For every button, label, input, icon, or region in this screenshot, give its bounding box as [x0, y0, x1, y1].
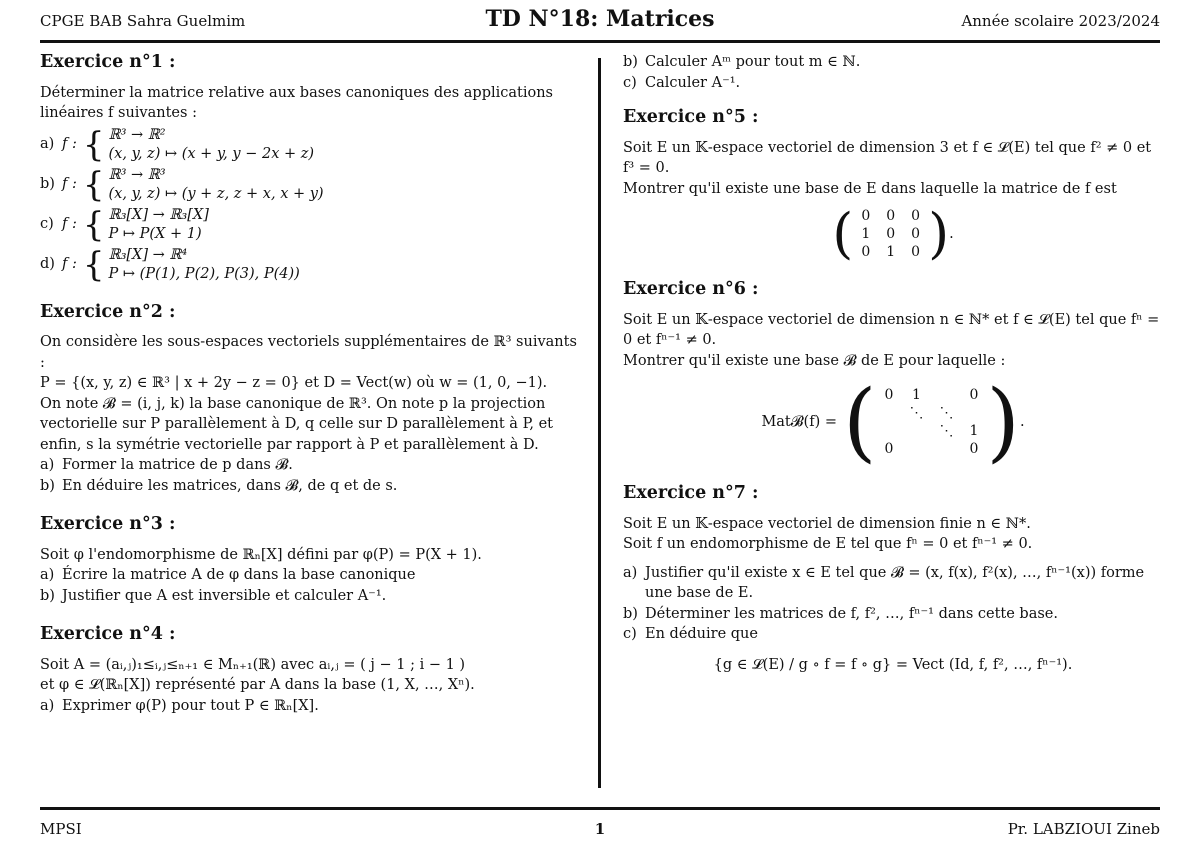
- list-item: a) Écrire la matrice A de φ dans la base canonique: [40, 567, 416, 583]
- paragraph: Montrer qu'il existe une base de E dans laquelle la matrice de f est: [623, 180, 1117, 197]
- matrix-table: 0 1 0 ⋱ ⋱ ⋱ 1 0 0: [884, 387, 979, 457]
- paragraph: Soit φ l'endomorphisme de ℝₙ[X] défini par φ(P) = P(X + 1).: [40, 546, 482, 563]
- list-item: b) Calculer Aᵐ pour tout m ∈ ℕ.: [623, 54, 861, 70]
- exercise-5: [623, 107, 1163, 265]
- class-name: MPSI: [40, 820, 82, 838]
- right-column: [623, 52, 1163, 693]
- exercise-title: Exercice n°3 :: [40, 514, 176, 534]
- list-item: a) Exprimer φ(P) pour tout P ∈ ℝₙ[X].: [40, 697, 319, 714]
- formula: {g ∈ 𝓛(E) / g ∘ f = f ∘ g} = Vect (Id, f, f², …, fⁿ⁻¹).: [713, 656, 1073, 673]
- page-title: TD N°18: Matrices: [485, 6, 715, 32]
- matrix-display: Mat𝓑(f) = ( 0 1 0 ⋱ ⋱ ⋱ 1 0 0 ) .: [761, 372, 1025, 472]
- list-item: b) Déterminer les matrices de f, f², …, fⁿ⁻¹ dans cette base.: [623, 605, 1058, 622]
- left-column: [40, 52, 582, 734]
- list-item: b) En déduire les matrices, dans 𝓑, de q et de s.: [40, 477, 398, 494]
- page-header: [40, 0, 1160, 43]
- paragraph: Montrer qu'il existe une base 𝓑 de E pour laquelle :: [623, 352, 1006, 369]
- list-item: b) Justifier que A est inversible et calculer A⁻¹.: [40, 587, 387, 604]
- paragraph: P = {(x, y, z) ∈ ℝ³ | x + 2y − z = 0} et D = Vect(w) où w = (1, 0, −1).: [40, 375, 548, 391]
- brace-symbol: {: [82, 124, 105, 165]
- paragraph: et φ ∈ 𝓛(ℝₙ[X]) représenté par A dans la base (1, X, …, Xⁿ).: [40, 677, 475, 693]
- exercise-intro: Déterminer la matrice relative aux bases canoniques des applications linéaires f suivantes :: [40, 84, 553, 121]
- page-number: 1: [594, 820, 606, 838]
- exercise-3: [40, 514, 582, 606]
- list-item: a) f : { ℝ³ → ℝ² (x, y, z) ↦ (x + y, y − 2x + z): [40, 124, 315, 165]
- exercise-title: Exercice n°7 :: [623, 483, 759, 503]
- exercise-title: Exercice n°4 :: [40, 624, 176, 644]
- paragraph: Soit E un 𝕂-espace vectoriel de dimension n ∈ ℕ* et f ∈ 𝓛(E) tel que fⁿ = 0 et fⁿ⁻¹ ≠ 0.: [623, 311, 1160, 348]
- matrix-table: 0 0 0 1 0 0 0 1 0: [861, 208, 921, 260]
- matrix-display: ( 0 0 0 1 0 0 0 1 0 ) .: [832, 202, 954, 265]
- column-divider: [598, 58, 601, 788]
- list-item: d) f : { ℝ₃[X] → ℝ⁴ P ↦ (P(1), P(2), P(3), P(4)): [40, 244, 300, 285]
- exercise-title: Exercice n°1 :: [40, 52, 176, 72]
- paragraph: On considère les sous-espaces vectoriels supplémentaires de ℝ³ suivants :: [40, 334, 577, 371]
- brace-symbol: {: [82, 244, 105, 285]
- author-name: Pr. LABZIOUI Zineb: [1007, 820, 1160, 838]
- right-paren-icon: ): [928, 202, 950, 265]
- paragraph: Soit A = (aᵢ,ⱼ)₁≤ᵢ,ⱼ≤ₙ₊₁ ∈ Mₙ₊₁(ℝ) avec aᵢ,ⱼ = ( j − 1 ; i − 1 ): [40, 656, 466, 673]
- exercise-title: Exercice n°5 :: [623, 107, 759, 127]
- left-paren-icon: (: [842, 372, 877, 472]
- list-item: a) Justifier qu'il existe x ∈ E tel que 𝓑 = (x, f(x), f²(x), …, fⁿ⁻¹(x)) forme une base de E.: [623, 564, 1145, 601]
- left-paren-icon: (: [832, 202, 854, 265]
- list-item: b) f : { ℝ³ → ℝ³ (x, y, z) ↦ (y + z, z + x, x + y): [40, 164, 324, 205]
- brace-symbol: {: [82, 204, 105, 245]
- list-item: c) f : { ℝ₃[X] → ℝ₃[X] P ↦ P(X + 1): [40, 204, 209, 245]
- exercise-6: [623, 279, 1163, 472]
- exercise-2: [40, 302, 582, 497]
- paragraph: Soit E un 𝕂-espace vectoriel de dimension finie n ∈ ℕ*.: [623, 515, 1031, 532]
- brace-symbol: {: [82, 164, 105, 205]
- exercise-4-continued: [623, 52, 1163, 93]
- list-item: a) Former la matrice de p dans 𝓑.: [40, 457, 293, 473]
- paragraph: Soit E un 𝕂-espace vectoriel de dimension 3 et f ∈ 𝓛(E) tel que f² ≠ 0 et f³ = 0.: [623, 139, 1152, 176]
- exercise-title: Exercice n°6 :: [623, 279, 759, 299]
- paragraph: On note 𝓑 = (i, j, k) la base canonique de ℝ³. On note p la projection vectorielle sur P parallèlement à D, q celle sur D parallèlement à P, et enfin, s la symétrie vectorielle par rapport à P et parallèlement à D.: [40, 395, 554, 453]
- paragraph: Soit f un endomorphisme de E tel que fⁿ = 0 et fⁿ⁻¹ ≠ 0.: [623, 536, 1033, 552]
- list-item: c) Calculer A⁻¹.: [623, 74, 741, 91]
- page-footer: [40, 807, 1160, 850]
- exercise-1: [40, 52, 582, 284]
- list-item: c) En déduire que: [623, 626, 758, 642]
- exercise-4: [40, 624, 582, 716]
- exercise-title: Exercice n°2 :: [40, 301, 176, 322]
- school-name: CPGE BAB Sahra Guelmim: [40, 12, 246, 30]
- right-paren-icon: ): [986, 372, 1020, 472]
- exercise-7: [623, 483, 1163, 675]
- school-year: Année scolaire 2023/2024: [961, 12, 1160, 30]
